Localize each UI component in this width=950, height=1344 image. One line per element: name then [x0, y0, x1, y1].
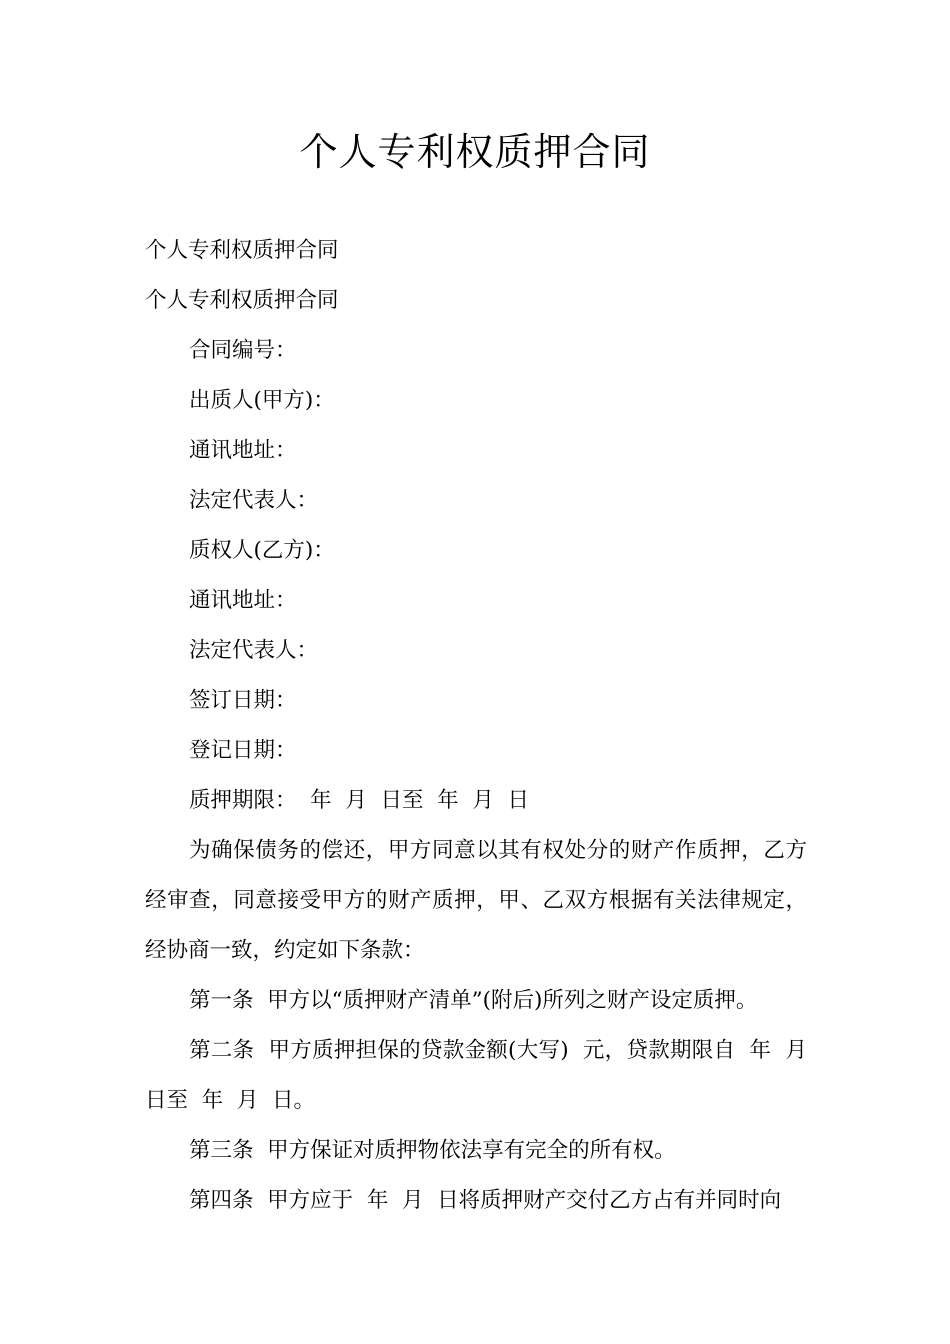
- field-pledgor-representative: 法定代表人：: [189, 488, 319, 513]
- field-pledgee-representative: 法定代表人：: [189, 638, 319, 663]
- field-signing-date: 签订日期：: [189, 688, 297, 713]
- document-body: [145, 226, 821, 1226]
- header-line: 个人专利权质押合同: [145, 288, 339, 313]
- paragraph-article-1: 第一条 甲方以“质押财产清单”(附后)所列之财产设定质押。: [189, 988, 758, 1013]
- paragraph-article-3: 第三条 甲方保证对质押物依法享有完全的所有权。: [189, 1138, 676, 1163]
- field-pledgor-address: 通讯地址：: [189, 438, 297, 463]
- field-pledgee-address: 通讯地址：: [189, 588, 297, 613]
- field-registration-date: 登记日期：: [189, 738, 297, 763]
- document-title: 个人专利权质押合同: [299, 130, 651, 174]
- field-pledgor: 出质人(甲方)：: [189, 388, 335, 413]
- field-contract-number: 合同编号：: [189, 338, 297, 363]
- paragraph-preamble: 为确保债务的偿还，甲方同意以其有权处分的财产作质押，乙方经审查，同意接受甲方的财产质押，甲、乙双方根据有关法律规定，经协商一致，约定如下条款：: [145, 838, 807, 963]
- paragraph-article-4: 第四条 甲方应于 年 月 日将质押财产交付乙方占有并同时向: [189, 1188, 782, 1213]
- field-pledge-term: 质押期限： 年 月 日至 年 月 日: [189, 788, 530, 813]
- field-pledgee: 质权人(乙方)：: [189, 538, 335, 563]
- header-line: 个人专利权质押合同: [145, 238, 339, 263]
- paragraph-article-2: 第二条 甲方质押担保的贷款金额(大写) 元，贷款期限自 年 月 日至 年 月 日。: [145, 1038, 821, 1113]
